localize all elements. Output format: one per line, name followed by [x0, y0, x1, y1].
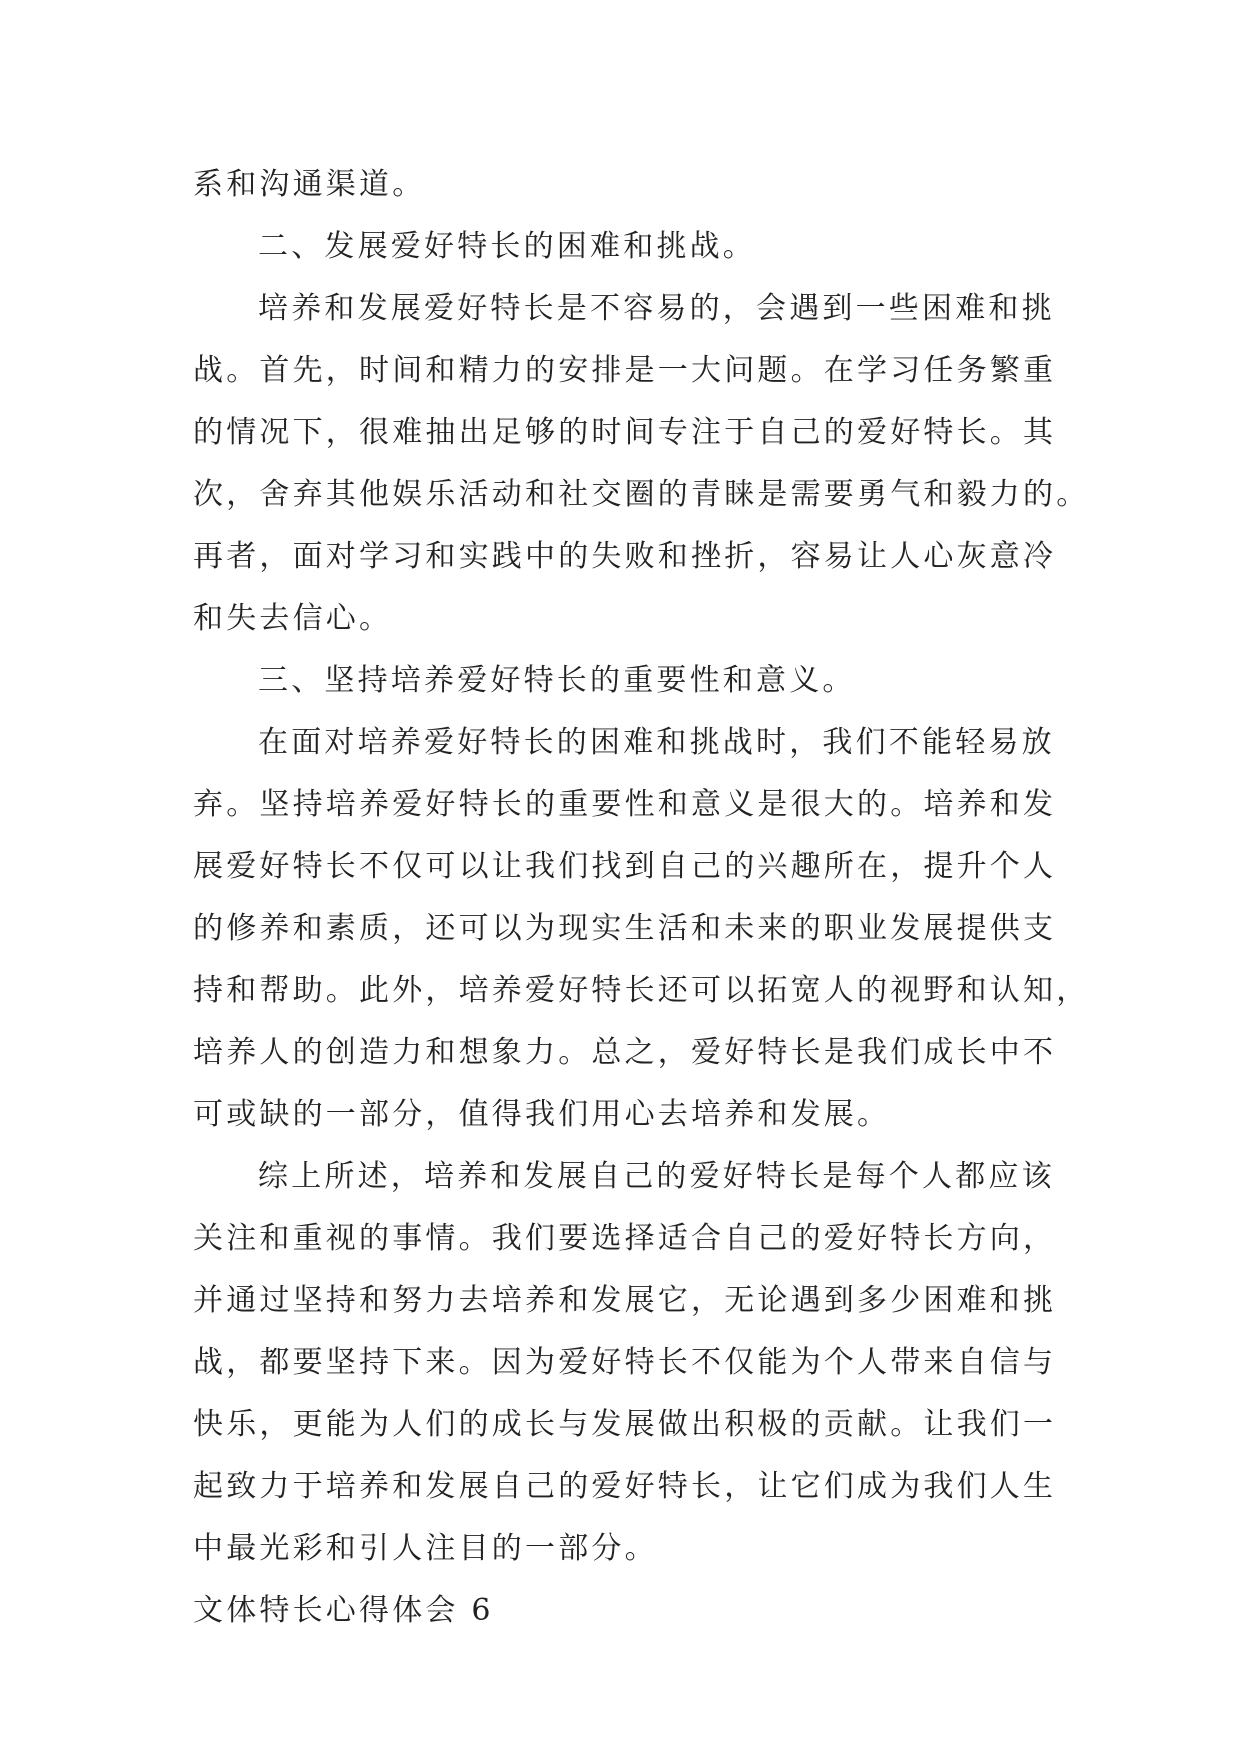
conclusion-line: 并通过坚持和努力去培养和发展它，无论遇到多少困难和挑: [193, 1283, 1057, 1318]
paragraph-line: 战。首先，时间和精力的安排是一大问题。在学习任务繁重: [193, 353, 1057, 388]
document-section-title: 文体特长心得体会 6: [193, 1593, 494, 1628]
paragraph-line: 可或缺的一部分，值得我们用心去培养和发展。: [193, 1097, 891, 1132]
section-heading-2: 二、发展爱好特长的困难和挑战。: [258, 229, 756, 264]
section-heading-3: 三、坚持培养爱好特长的重要性和意义。: [258, 663, 856, 698]
paragraph-continuation-line: 系和沟通渠道。: [193, 167, 426, 202]
conclusion-line: 起致力于培养和发展自己的爱好特长，让它们成为我们人生: [193, 1469, 1057, 1504]
paragraph-line: 的修养和素质，还可以为现实生活和未来的职业发展提供支: [193, 911, 1057, 946]
paragraph-line: 和失去信心。: [193, 601, 393, 636]
paragraph-line: 展爱好特长不仅可以让我们找到自己的兴趣所在，提升个人: [193, 849, 1057, 884]
paragraph-line: 弃。坚持培养爱好特长的重要性和意义是很大的。培养和发: [193, 787, 1057, 822]
paragraph-line: 的情况下，很难抽出足够的时间专注于自己的爱好特长。其: [193, 415, 1057, 450]
paragraph-line: 次，舍弃其他娱乐活动和社交圈的青睐是需要勇气和毅力的。: [193, 477, 1090, 512]
conclusion-line: 战，都要坚持下来。因为爱好特长不仅能为个人带来自信与: [193, 1345, 1057, 1380]
paragraph-line: 培养人的创造力和想象力。总之，爱好特长是我们成长中不: [193, 1035, 1057, 1070]
conclusion-line: 综上所述，培养和发展自己的爱好特长是每个人都应该: [258, 1159, 1055, 1194]
conclusion-line: 关注和重视的事情。我们要选择适合自己的爱好特长方向，: [193, 1221, 1057, 1256]
paragraph-line: 持和帮助。此外，培养爱好特长还可以拓宽人的视野和认知，: [193, 973, 1090, 1008]
conclusion-line: 中最光彩和引人注目的一部分。: [193, 1531, 658, 1566]
conclusion-line: 快乐，更能为人们的成长与发展做出积极的贡献。让我们一: [193, 1407, 1057, 1442]
paragraph-line: 在面对培养爱好特长的困难和挑战时，我们不能轻易放: [258, 725, 1055, 760]
paragraph-line: 再者，面对学习和实践中的失败和挫折，容易让人心灰意冷: [193, 539, 1057, 574]
paragraph-line: 培养和发展爱好特长是不容易的，会遇到一些困难和挑: [258, 291, 1055, 326]
